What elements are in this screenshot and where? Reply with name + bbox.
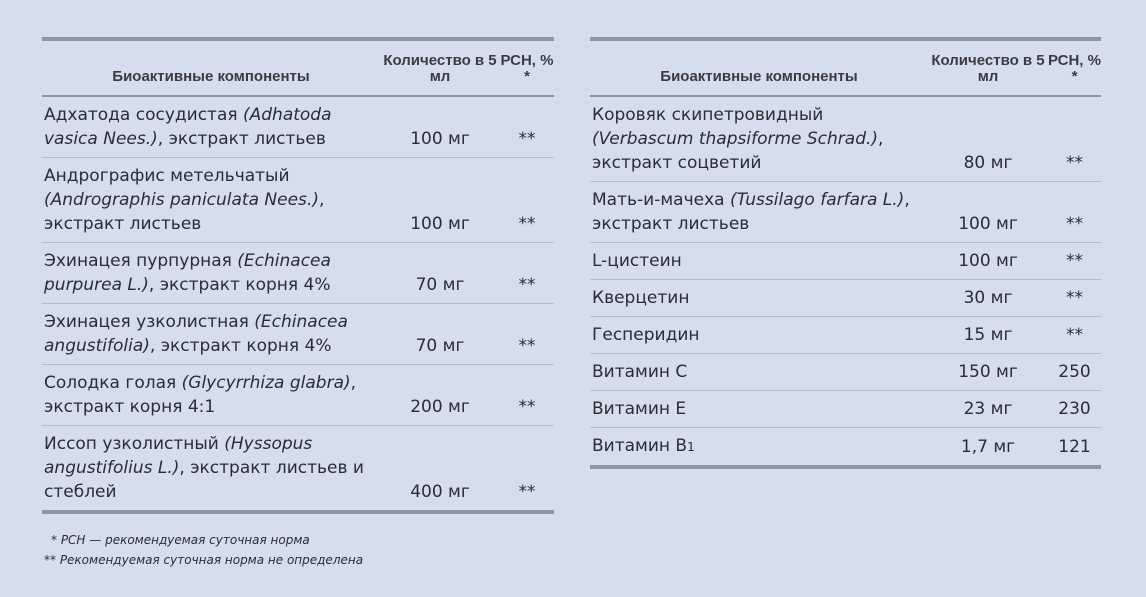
header-quantity: Количество в 5 мл (928, 39, 1048, 96)
component-rsn: 230 (1048, 391, 1101, 428)
header-rsn: РСН, % * (1048, 39, 1101, 96)
component-quantity: 100 мг (380, 96, 500, 158)
table-row (42, 426, 554, 513)
component-name: Андрографис метельчатый (Andrographis paniculata Nees.), экстракт листьев (42, 158, 380, 243)
component-quantity: 70 мг (380, 243, 500, 304)
component-name: Адхатода сосудистая (Adhatoda vasica Nees.), экстракт листьев (42, 96, 380, 158)
table-row (590, 243, 1101, 280)
component-quantity: 100 мг (928, 182, 1048, 243)
component-quantity: 1,7 мг (960, 437, 1016, 457)
header-rsn: РСН, % * (500, 39, 554, 96)
component-quantity: 100 мг (928, 243, 1048, 280)
table-row (590, 182, 1101, 243)
footnote-not-defined: ** Рекомендуемая суточная норма не определена (44, 553, 364, 567)
component-name: L-цистеин (590, 243, 928, 280)
component-name: Эхинацея пурпурная (Echinacea purpurea L.), экстракт корня 4% (42, 243, 380, 304)
component-name: Коровяк скипетровидный (Verbascum thapsiforme Schrad.), экстракт соцветий (590, 96, 928, 182)
component-quantity: 70 мг (380, 304, 500, 365)
header-quantity: Количество в 5 мл (380, 39, 500, 96)
component-quantity: 400 мг (410, 482, 470, 502)
component-name: Эхинацея узколистная (Echinacea angustifolia), экстракт корня 4% (42, 304, 380, 365)
component-quantity: 100 мг (380, 158, 500, 243)
component-rsn: ** (1048, 243, 1101, 280)
table-header (42, 39, 554, 96)
component-rsn: ** (1048, 96, 1101, 182)
header-component: Биоактивные компоненты (42, 39, 380, 96)
component-name: Витамин Е (590, 391, 928, 428)
component-rsn: ** (1048, 317, 1101, 354)
component-rsn: ** (1048, 280, 1101, 317)
component-name: Солодка голая (Glycyrrhiza glabra), экстракт корня 4:1 (42, 365, 380, 426)
component-name: Витамин B1 (592, 436, 695, 456)
table-header (590, 39, 1101, 96)
table-row (590, 317, 1101, 354)
component-rsn: 121 (1058, 437, 1091, 457)
components-table-right (590, 37, 1101, 469)
footnote-rsn: * РСН — рекомендуемая суточная норма (51, 533, 310, 547)
header-component: Биоактивные компоненты (590, 39, 928, 96)
table-row (42, 96, 554, 158)
component-rsn: ** (518, 482, 536, 502)
footnotes (44, 530, 363, 570)
table-row (590, 354, 1101, 391)
table-row (42, 365, 554, 426)
component-rsn: ** (500, 304, 554, 365)
component-rsn: 250 (1048, 354, 1101, 391)
table-row (42, 243, 554, 304)
component-rsn: ** (500, 365, 554, 426)
table-row (590, 428, 1101, 468)
component-name: Мать-и-мачеха (Tussilago farfara L.), экстракт листьев (590, 182, 928, 243)
table-row (42, 304, 554, 365)
component-rsn: ** (1048, 182, 1101, 243)
table-row (590, 280, 1101, 317)
table-row (42, 158, 554, 243)
component-name: Кверцетин (590, 280, 928, 317)
component-quantity: 150 мг (928, 354, 1048, 391)
component-rsn: ** (500, 158, 554, 243)
component-quantity: 30 мг (928, 280, 1048, 317)
component-name: Витамин С (590, 354, 928, 391)
table-row (590, 391, 1101, 428)
table-row (590, 96, 1101, 182)
component-name: Иссоп узколистный (Hyssopus angustifolius L.), экстракт листьев и стеблей (44, 434, 364, 502)
components-table-left (42, 37, 554, 514)
component-quantity: 200 мг (380, 365, 500, 426)
component-rsn: ** (500, 96, 554, 158)
component-rsn: ** (500, 243, 554, 304)
component-quantity: 23 мг (928, 391, 1048, 428)
component-name: Гесперидин (590, 317, 928, 354)
component-quantity: 15 мг (928, 317, 1048, 354)
component-quantity: 80 мг (928, 96, 1048, 182)
